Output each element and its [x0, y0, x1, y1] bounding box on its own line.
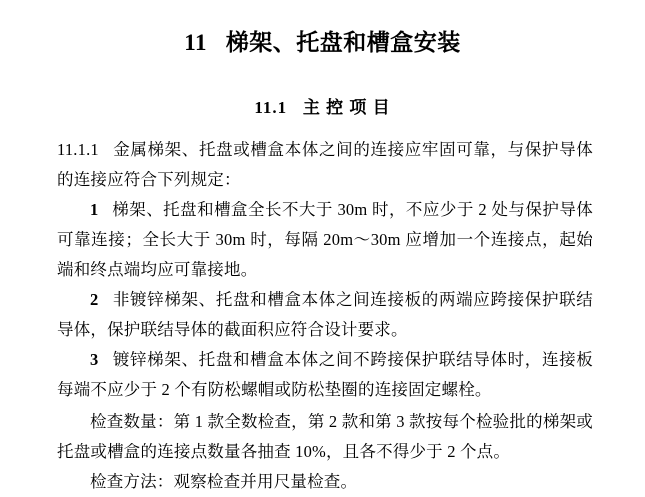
paragraph-inspection-quantity	[57, 407, 593, 467]
item-number: 3	[90, 350, 99, 369]
paragraph-text: 金属梯架、托盘或槽盒本体之间的连接应牢固可靠，与保护导体的连接应符合下列规定：	[57, 140, 593, 189]
paragraph-text: 镀锌梯架、托盘和槽盒本体之间不跨接保护联结导体时，连接板每端不应少于 2 个有防松螺帽或防松垫圈的连接固定螺栓。	[57, 350, 593, 399]
paragraph-text: 非镀锌梯架、托盘和槽盒本体之间连接板的两端应跨接保护联结导体，保护联结导体的截面积应符合设计要求。	[57, 290, 593, 339]
clause-number: 11.1.1	[57, 140, 99, 159]
item-number: 2	[90, 290, 99, 309]
paragraph-item-2	[57, 285, 593, 345]
paragraph-clause-11-1-1	[57, 135, 593, 195]
paragraph-text: 检查数量：第 1 款全数检查，第 2 款和第 3 款按每个检验批的梯架或托盘或槽盒的连接点数量各抽查 10%，且各不得少于 2 个点。	[57, 412, 593, 461]
section-title: 11.1 主 控 项 目	[254, 98, 391, 117]
paragraph-item-3	[57, 345, 593, 405]
paragraph-item-1	[57, 195, 593, 285]
body-content	[57, 135, 593, 497]
paragraph-text: 梯架、托盘和槽盒全长不大于 30m 时，不应少于 2 处与保护导体可靠连接；全长大于 30m 时，每隔 20m～30m 应增加一个连接点，起始端和终点端均应可靠接地。	[57, 200, 593, 279]
page-title: 11 梯架、托盘和槽盒安装	[184, 30, 461, 55]
paragraph-text: 检查方法：观察检查并用尺量检查。	[90, 472, 358, 491]
item-number: 1	[90, 200, 99, 219]
